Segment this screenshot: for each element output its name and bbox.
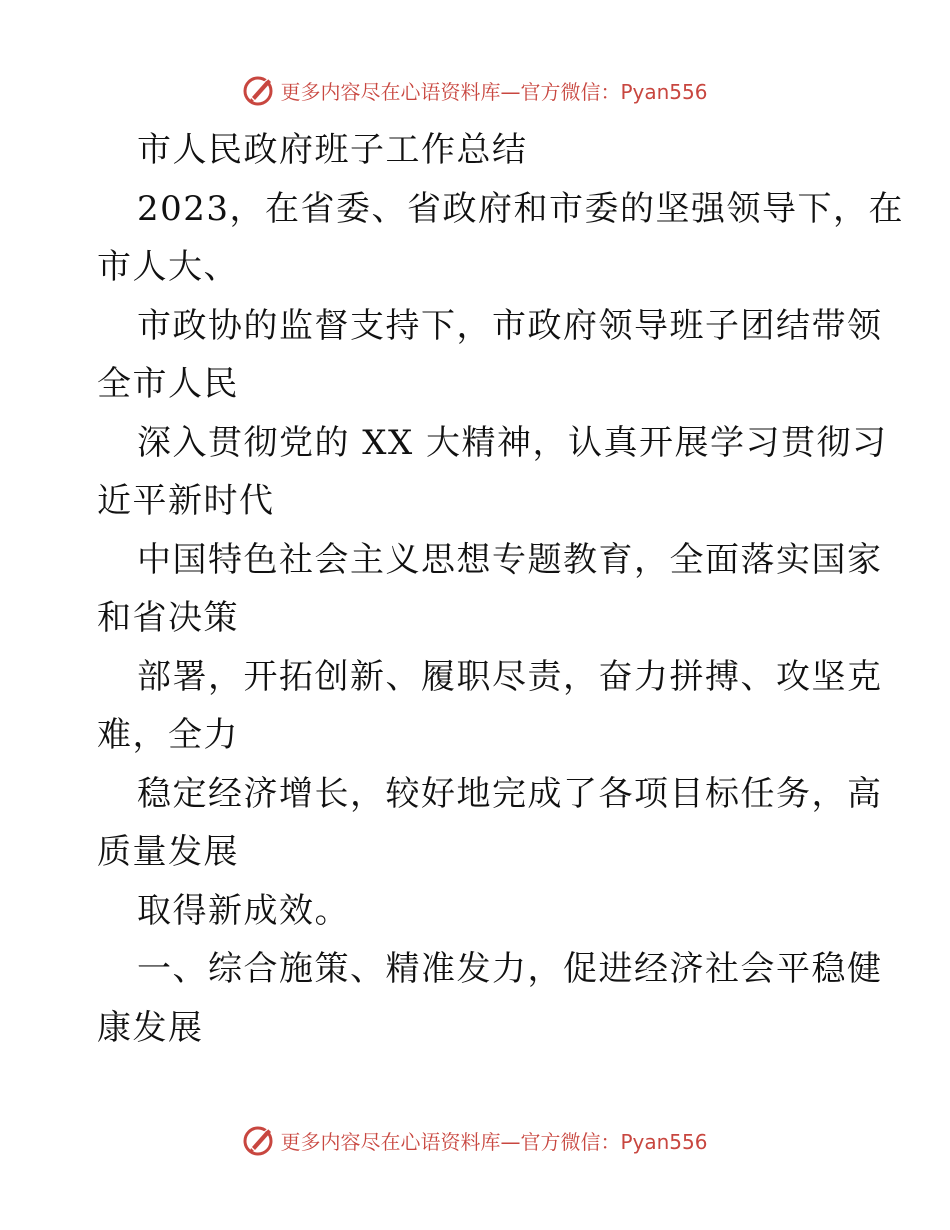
section-heading: 一、综合施策、精准发力，促进经济社会平稳健: [137, 949, 883, 989]
document-title: 市人民政府班子工作总结: [137, 130, 528, 170]
header-banner-content: [242, 70, 707, 110]
paragraph-line: 质量发展: [97, 832, 239, 872]
quill-logo-icon: [242, 73, 276, 107]
paragraph-line: 近平新时代: [97, 481, 275, 521]
paragraph-line: 市人大、: [97, 247, 239, 287]
header-banner: [0, 70, 950, 110]
header-banner-text: 更多内容尽在心语资料库—官方微信：Pyan556: [280, 79, 708, 104]
paragraph-line: 市政协的监督支持下，市政府领导班子团结带领: [137, 305, 883, 346]
footer-banner: [0, 1120, 950, 1160]
paragraph-line: 深入贯彻党的 XX 大精神，认真开展学习贯彻习: [137, 422, 888, 463]
quill-logo-icon: [242, 1123, 276, 1157]
paragraph-line: 难，全力: [97, 715, 239, 755]
footer-banner-text: 更多内容尽在心语资料库—官方微信：Pyan556: [280, 1129, 708, 1154]
paragraph-line: 中国特色社会主义思想专题教育，全面落实国家: [137, 539, 883, 580]
paragraph-line: 2023，在省委、省政府和市委的坚强领导下，在: [137, 188, 905, 229]
paragraph-line: 取得新成效。: [137, 890, 350, 931]
footer-banner-content: [242, 1120, 707, 1160]
paragraph-line: 和省决策: [97, 598, 239, 638]
paragraph-line: 稳定经济增长，较好地完成了各项目标任务，高: [137, 773, 883, 814]
section-heading-continuation: 康发展: [97, 1007, 204, 1048]
document-body: [97, 121, 905, 1057]
paragraph-line: 全市人民: [97, 364, 239, 404]
paragraph-line: 部署，开拓创新、履职尽责，奋力拼搏、攻坚克: [137, 656, 883, 697]
